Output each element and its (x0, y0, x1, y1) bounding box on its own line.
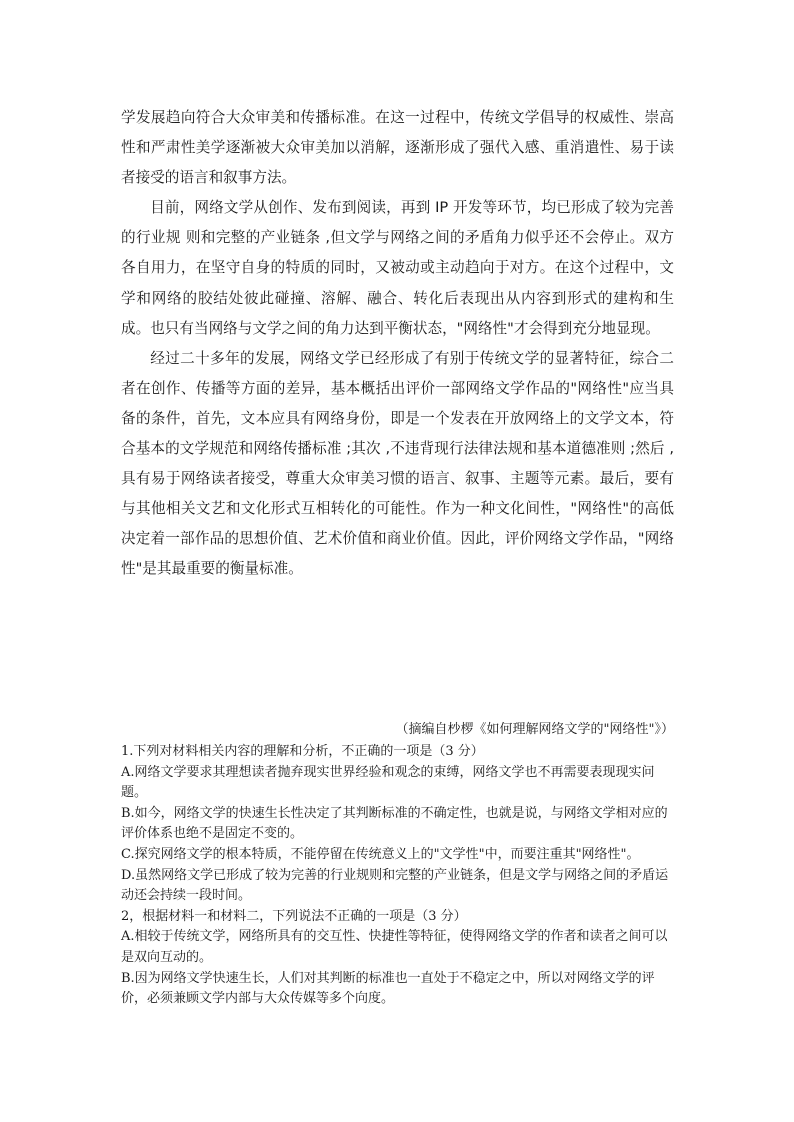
question-option: D.虽然网络文学已形成了较为完善的行业规则和完整的产业链条，但是文学与网络之间的矛盾运动还会持续一段时间。 (121, 867, 669, 904)
essay-paragraph: 学发展趋向符合大众审美和传播标准。在这一过程中，传统文学倡导的权威性、崇高性和严肃性美学逐渐被大众审美加以消解，逐渐形成了强代入感、重消遣性、易于读者接受的语言和叙事方法。 (121, 109, 674, 187)
question-option: B.如今，网络文学的快速生长性决定了其判断标准的不确定性，也就是说，与网络文学相对应的评价体系也绝不是固定不变的。 (121, 805, 668, 842)
question-list (121, 742, 674, 1010)
question-option: B.因为网络文学快速生长，人们对其判断的标准也一直处于不稳定之中，所以对网络文学的评价，必须兼顾文学内部与大众传媒等多个向度。 (121, 970, 655, 1007)
question-stem: 2，根据材料一和材料二，下列说法不正确的一项是（3 分） (121, 908, 467, 924)
question-option: C.探究网络文学的根本特质，不能停留在传统意义上的"文学性"中，而要注重其"网络性"。 (121, 846, 640, 862)
question-option: A.网络文学要求其理想读者抛弃现实世界经验和观念的束缚，网络文学也不再需要表现现实问题。 (121, 764, 655, 801)
source-citation: （摘编自杪椤《如何理解网络文学的"网络性"》） (395, 722, 674, 737)
essay-body (121, 103, 674, 585)
essay-paragraph: 目前，网络文学从创作、发布到阅读，再到 IP 开发等环节，均已形成了较为完善的行业规 则和完整的产业链条 ,但文学与网络之间的矛盾角力似乎还不会停止。双方各自用力，在坚守自身的特质的同时，又被动或主动趋向于对方。在这个过程中，文学和网络的胶结处彼此碰撞、溶解、融合、转化后表现出从内容到形式的建构和生成。也只有当网络与文学之间的角力达到平衡状态，"网络性"才会得到充分地显现。 (121, 199, 674, 337)
question-stem: 1.下列对材料相关内容的理解和分析，不正确的一项是（3 分） (121, 744, 484, 759)
essay-paragraph: 经过二十多年的发展，网络文学已经形成了有别于传统文学的显著特征，综合二者在创作、传播等方面的差异，基本概括出评价一部网络文学作品的"网络性"应当具备的条件，首先，文本应具有网络身份，即是一个发表在开放网络上的文学文本，符合基本的文学规范和网络传播标准 ;其次 ,不违背现行法律法规和基本道德准则 ;然后 ,具有易于网络读者接受，尊重大众审美习惯的语言、叙事、主题等元素。最后，要有与其他相关文艺和文化形式互相转化的可能性。作为一种文化间性，"网络性"的高低决定着一部作品的思想价值、艺术价值和商业价值。因此，评价网络文学作品，"网络性"是其最重要的衡量标准。 (121, 349, 674, 578)
question-option: A.相较于传统文学，网络所具有的交互性、快捷性等特征，使得网络文学的作者和读者之间可以是双向互动的。 (121, 929, 668, 965)
